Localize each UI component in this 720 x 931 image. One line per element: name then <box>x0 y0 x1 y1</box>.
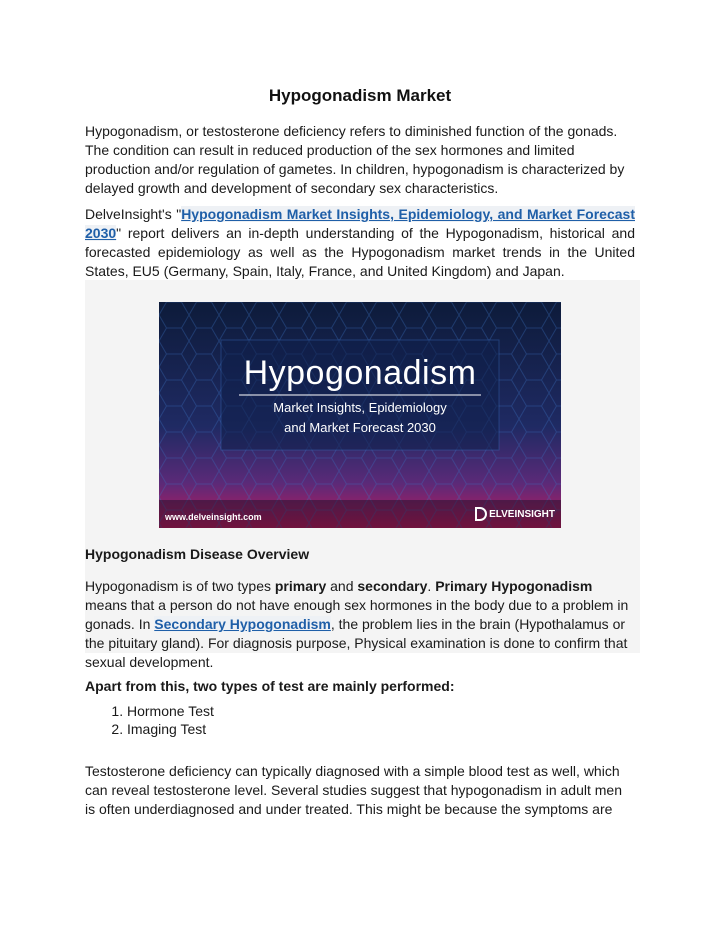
overview-text: . <box>427 578 436 594</box>
page-title: Hypogonadism Market <box>268 86 452 105</box>
banner-title: Hypogonadism <box>243 354 477 392</box>
list-item: 2. Imaging Test <box>127 720 214 738</box>
overview-text: , the problem lies in the brain (Hypothalamus or the pituitary gland). For diagnosis purpose, Physical examination is done to confirm that sexual development. <box>85 616 628 670</box>
intro-paragraph: Hypogonadism, or testosterone deficiency refers to diminished function of the gonads. The condition can result in reduced production of the sex hormones and limited production and/or regulation of gametes. In children, hypogonadism is characterized by delayed growth and development of secondary sex characteristics. <box>85 123 625 196</box>
banner-subtitle-line1: Market Insights, Epidemiology <box>273 400 447 415</box>
report-text-before: DelveInsight's " <box>85 206 182 222</box>
secondary-hypogonadism-link[interactable]: Secondary Hypogonadism <box>154 616 331 632</box>
overview-paragraph <box>85 577 635 672</box>
brand-logo <box>475 507 555 521</box>
overview-text: and <box>326 578 358 594</box>
primary-hypogonadism-term: Primary Hypogonadism <box>435 578 593 594</box>
list-item: 1. Hormone Test <box>127 702 214 720</box>
report-paragraph <box>85 205 635 281</box>
overview-text: Hypogonadism is of two types <box>85 578 275 594</box>
banner-background <box>159 302 561 528</box>
banner-url: www.delveinsight.com <box>165 512 262 522</box>
banner-subtitle-line2: and Market Forecast 2030 <box>284 420 436 435</box>
delveinsight-logo-icon <box>475 507 487 521</box>
closing-paragraph: Testosterone deficiency can typically diagnosed with a simple blood test as well, which can reveal testosterone level. Several studies suggest that hypogonadism in adult men is often underdiagnosed and under treated. This might be because the symptoms are <box>85 763 622 817</box>
overview-text: means that a person do not have enough sex hormones in the body due to a problem in gonads. In <box>85 597 629 632</box>
report-link[interactable]: Hypogonadism Market Insights, Epidemiology, and Market Forecast 2030 <box>85 206 635 241</box>
overview-heading: Hypogonadism Disease Overview <box>85 546 310 562</box>
tests-intro: Apart from this, two types of test are mainly performed: <box>85 678 455 694</box>
report-banner-image <box>159 302 561 528</box>
secondary-term: secondary <box>357 578 428 594</box>
primary-term: primary <box>274 578 327 594</box>
brand-name: ELVEINSIGHT <box>489 508 555 520</box>
report-text-after: " report delivers an in-depth understanding of the Hypogonadism, historical and forecasted epidemiology as well as the Hypogonadism market trends in the United States, EU5 (Germany, Spain, Italy, France, and United Kingdom) and Japan. <box>85 225 635 279</box>
tests-list <box>85 702 214 738</box>
